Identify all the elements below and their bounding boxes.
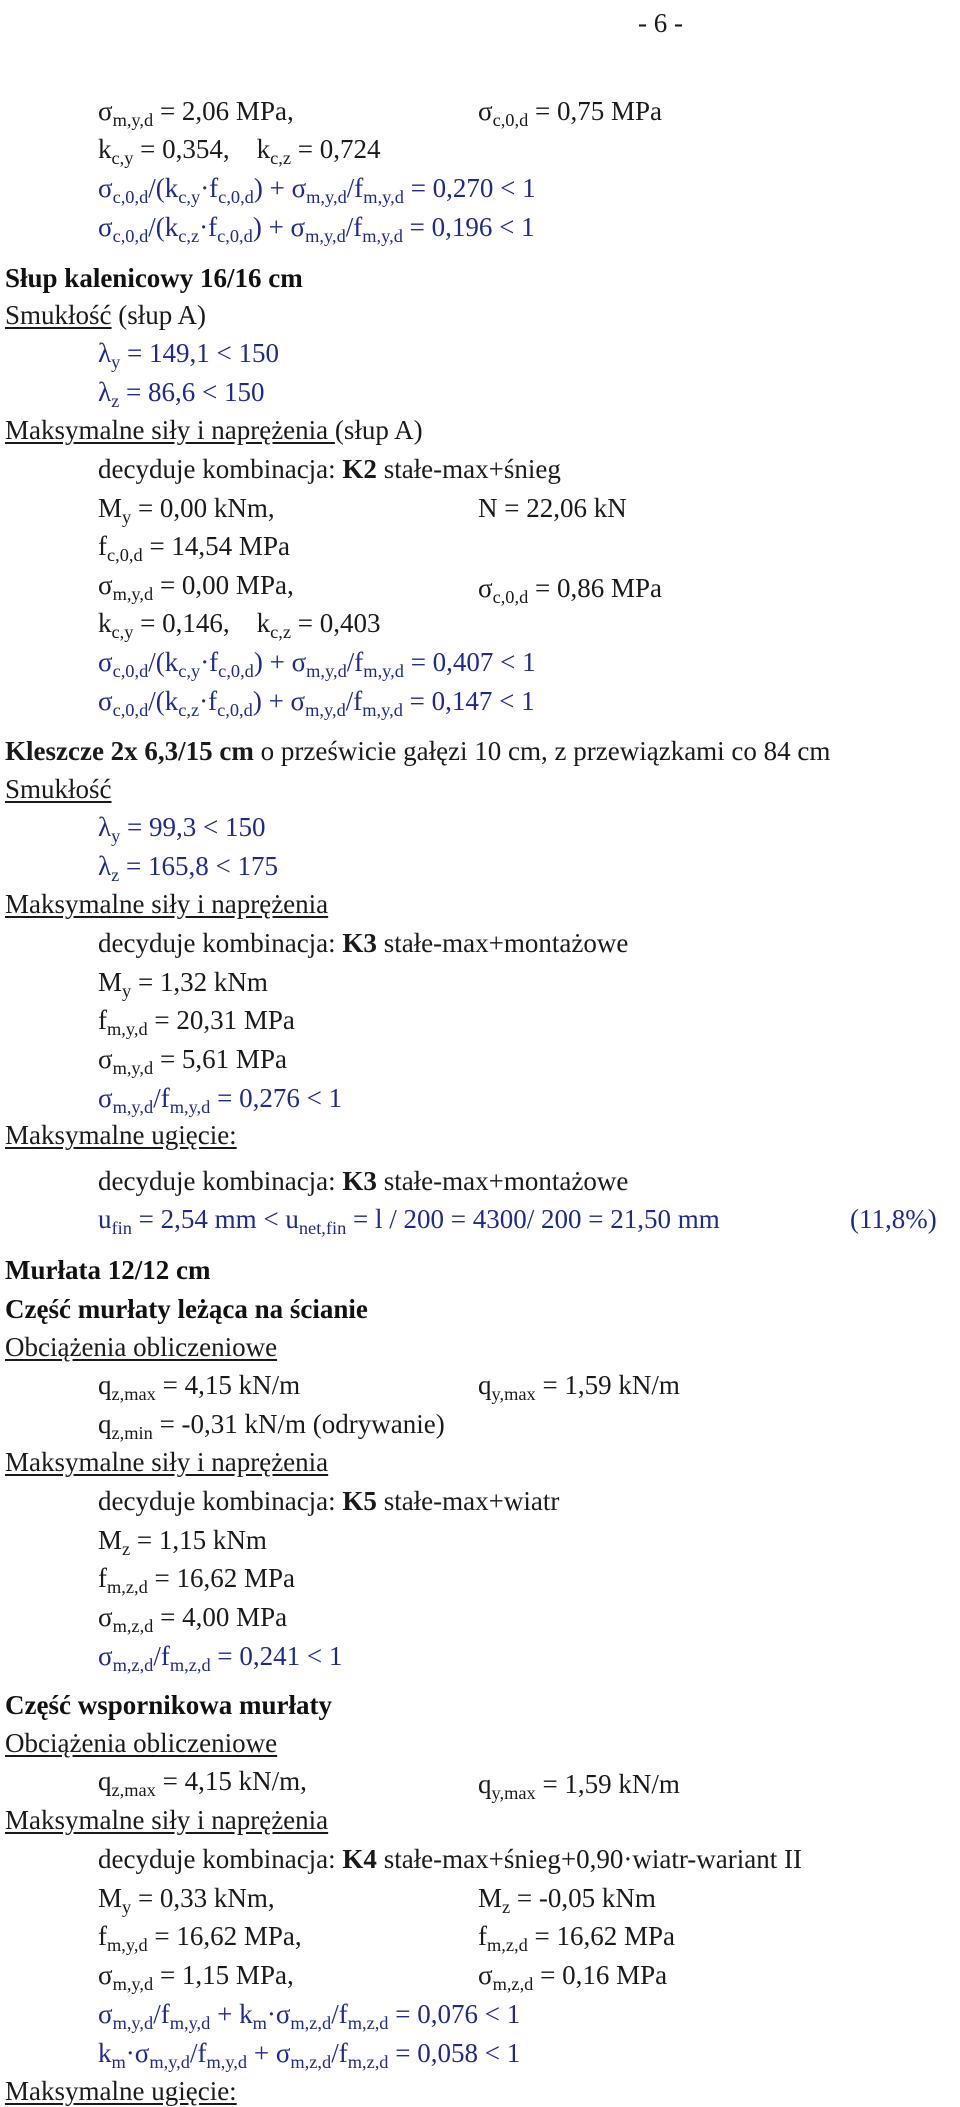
stress-bending-z: $\sigma_{m,z,d} = 0,16$ MPa xyxy=(478,1960,668,1994)
loads-label: Obciążenia obliczeniowe xyxy=(5,1728,278,1758)
loads-label: Obciążenia obliczeniowe xyxy=(5,1332,278,1362)
axial-force: N = 22,06 kN xyxy=(478,493,627,523)
buckling-coefficients: $k_{c,y} = 0,146$, $k_{c,z} = 0,403$ xyxy=(98,608,381,642)
strength-bending-y: $f_{m,y,d} = 20,31$ MPa xyxy=(98,1005,295,1039)
check-formula-y: $\sigma_{c,0,d}/(k_{c,y}\cdot f_{c,0,d}) + \sigma_{m,y,d}/f_{m,y,d} = 0,270 < 1$ xyxy=(98,173,536,207)
strength-compression: $f_{c,0,d} = 14,54$ MPa xyxy=(98,531,290,565)
stress-bending-y: $\sigma_{m,y,d} = 0,00$ MPa, xyxy=(98,570,294,604)
slenderness-y: $\lambda_y = 149,1 < 150$ xyxy=(98,338,279,372)
forces-label: Maksymalne siły i naprężenia xyxy=(5,1805,329,1835)
slenderness-y: $\lambda_y = 99,3 < 150$ xyxy=(98,812,266,846)
load-qz-min: $q_{z,min} = -0,31$ kN/m (odrywanie) xyxy=(98,1409,445,1443)
stress-compression: $\sigma_{c,0,d} = 0,86$ MPa xyxy=(478,573,662,607)
page-number: - 6 - xyxy=(638,8,683,38)
moment-z: $M_z = 1,15$ kNm xyxy=(98,1525,267,1559)
strength-bending-y: $f_{m,y,d} = 16,62$ MPa, xyxy=(98,1921,302,1955)
stress-bending-y: $\sigma_{m,y,d} = 1,15$ MPa, xyxy=(98,1960,294,1994)
deflection-percent: (11,8%) xyxy=(850,1204,937,1234)
check-formula-z: $\sigma_{c,0,d}/(k_{c,z}\cdot f_{c,0,d}) + \sigma_{m,y,d}/f_{m,y,d} = 0,147 < 1$ xyxy=(98,686,535,720)
forces-label: Maksymalne siły i naprężenia xyxy=(5,1447,329,1477)
combination-line: decyduje kombinacja: K2 stałe-max+śnieg xyxy=(98,454,561,484)
subsection-heading-wall: Część murłaty leżąca na ścianie xyxy=(5,1294,368,1324)
stress-bending-y: $\sigma_{m,y,d} = 5,61$ MPa xyxy=(98,1044,287,1078)
moment-y: $M_y = 1,32$ kNm xyxy=(98,967,268,1001)
strength-bending-z: $f_{m,z,d} = 16,62$ MPa xyxy=(98,1563,296,1597)
slenderness-z: $\lambda_z = 86,6 < 150$ xyxy=(98,377,265,411)
stress-compression: $\sigma_{c,0,d} = 0,75$ MPa xyxy=(478,96,662,130)
buckling-coefficients: $k_{c,y} = 0,354$, $k_{c,z} = 0,724$ xyxy=(98,134,381,168)
combination-line: decyduje kombinacja: K3 stałe-max+montażowe xyxy=(98,1166,629,1196)
slenderness-label: Smukłość (słup A) xyxy=(5,300,207,330)
combination-line: decyduje kombinacja: K5 stałe-max+wiatr xyxy=(98,1486,560,1516)
moment-y: $M_y = 0,33$ kNm, xyxy=(98,1883,275,1917)
check-formula-y: $\sigma_{c,0,d}/(k_{c,y}\cdot f_{c,0,d}) + \sigma_{m,y,d}/f_{m,y,d} = 0,407 < 1$ xyxy=(98,647,536,681)
load-qz-max: $q_{z,max} = 4,15$ kN/m, xyxy=(98,1766,307,1800)
stress-bending-y: $\sigma_{m,y,d} = 2,06$ MPa, xyxy=(98,96,294,130)
check-formula-z: $\sigma_{c,0,d}/(k_{c,z}\cdot f_{c,0,d}) + \sigma_{m,y,d}/f_{m,y,d} = 0,196 < 1$ xyxy=(98,212,535,246)
combination-line: decyduje kombinacja: K3 stałe-max+montażowe xyxy=(98,928,629,958)
strength-bending-z: $f_{m,z,d} = 16,62$ MPa xyxy=(478,1921,676,1955)
stress-bending-z: $\sigma_{m,z,d} = 4,00$ MPa xyxy=(98,1602,288,1636)
section-heading-kleszcze: Kleszcze 2x 6,3/15 cm o prześwicie gałęzi 10 cm, z przewiązkami co 84 cm xyxy=(5,736,831,766)
slenderness-label: Smukłość xyxy=(5,774,112,804)
forces-label: Maksymalne siły i naprężenia xyxy=(5,889,329,919)
section-heading-murlata: Murłata 12/12 cm xyxy=(5,1255,211,1285)
check-formula: $\sigma_{m,y,d}/f_{m,y,d} = 0,276 < 1$ xyxy=(98,1083,343,1117)
moment-z: $M_z = -0,05$ kNm xyxy=(478,1883,656,1917)
check-formula-2: $k_m\cdot\sigma_{m,y,d}/f_{m,y,d} + \sigma_{m,z,d}/f_{m,z,d} = 0,058 < 1$ xyxy=(98,2038,521,2072)
forces-label: Maksymalne siły i naprężenia (słup A) xyxy=(5,415,423,445)
moment-y: $M_y = 0,00$ kNm, xyxy=(98,493,275,527)
deflection-label: Maksymalne ugięcie: xyxy=(5,1120,237,1150)
load-qy-max: $q_{y,max} = 1,59$ kN/m xyxy=(478,1769,680,1803)
check-formula-1: $\sigma_{m,y,d}/f_{m,y,d} + k_m\cdot\sigma_{m,z,d}/f_{m,z,d} = 0,076 < 1$ xyxy=(98,1999,521,2033)
check-formula: $\sigma_{m,z,d}/f_{m,z,d} = 0,241 < 1$ xyxy=(98,1641,343,1675)
section-heading-slup: Słup kalenicowy 16/16 cm xyxy=(5,263,303,293)
deflection-check: $u_{fin} = 2,54$ mm < $u_{net,fin} = l / 200 = 4300/$ 200 = 21,50 mm xyxy=(98,1204,720,1238)
deflection-label: Maksymalne ugięcie: xyxy=(5,2076,237,2106)
subsection-heading-cantilever: Część wspornikowa murłaty xyxy=(5,1690,332,1720)
slenderness-z: $\lambda_z = 165,8 < 175$ xyxy=(98,851,278,885)
combination-line: decyduje kombinacja: K4 stałe-max+śnieg+0,90·wiatr-wariant II xyxy=(98,1844,802,1874)
load-qy-max: $q_{y,max} = 1,59$ kN/m xyxy=(478,1370,680,1404)
load-qz-max: $q_{z,max} = 4,15$ kN/m xyxy=(98,1370,301,1404)
